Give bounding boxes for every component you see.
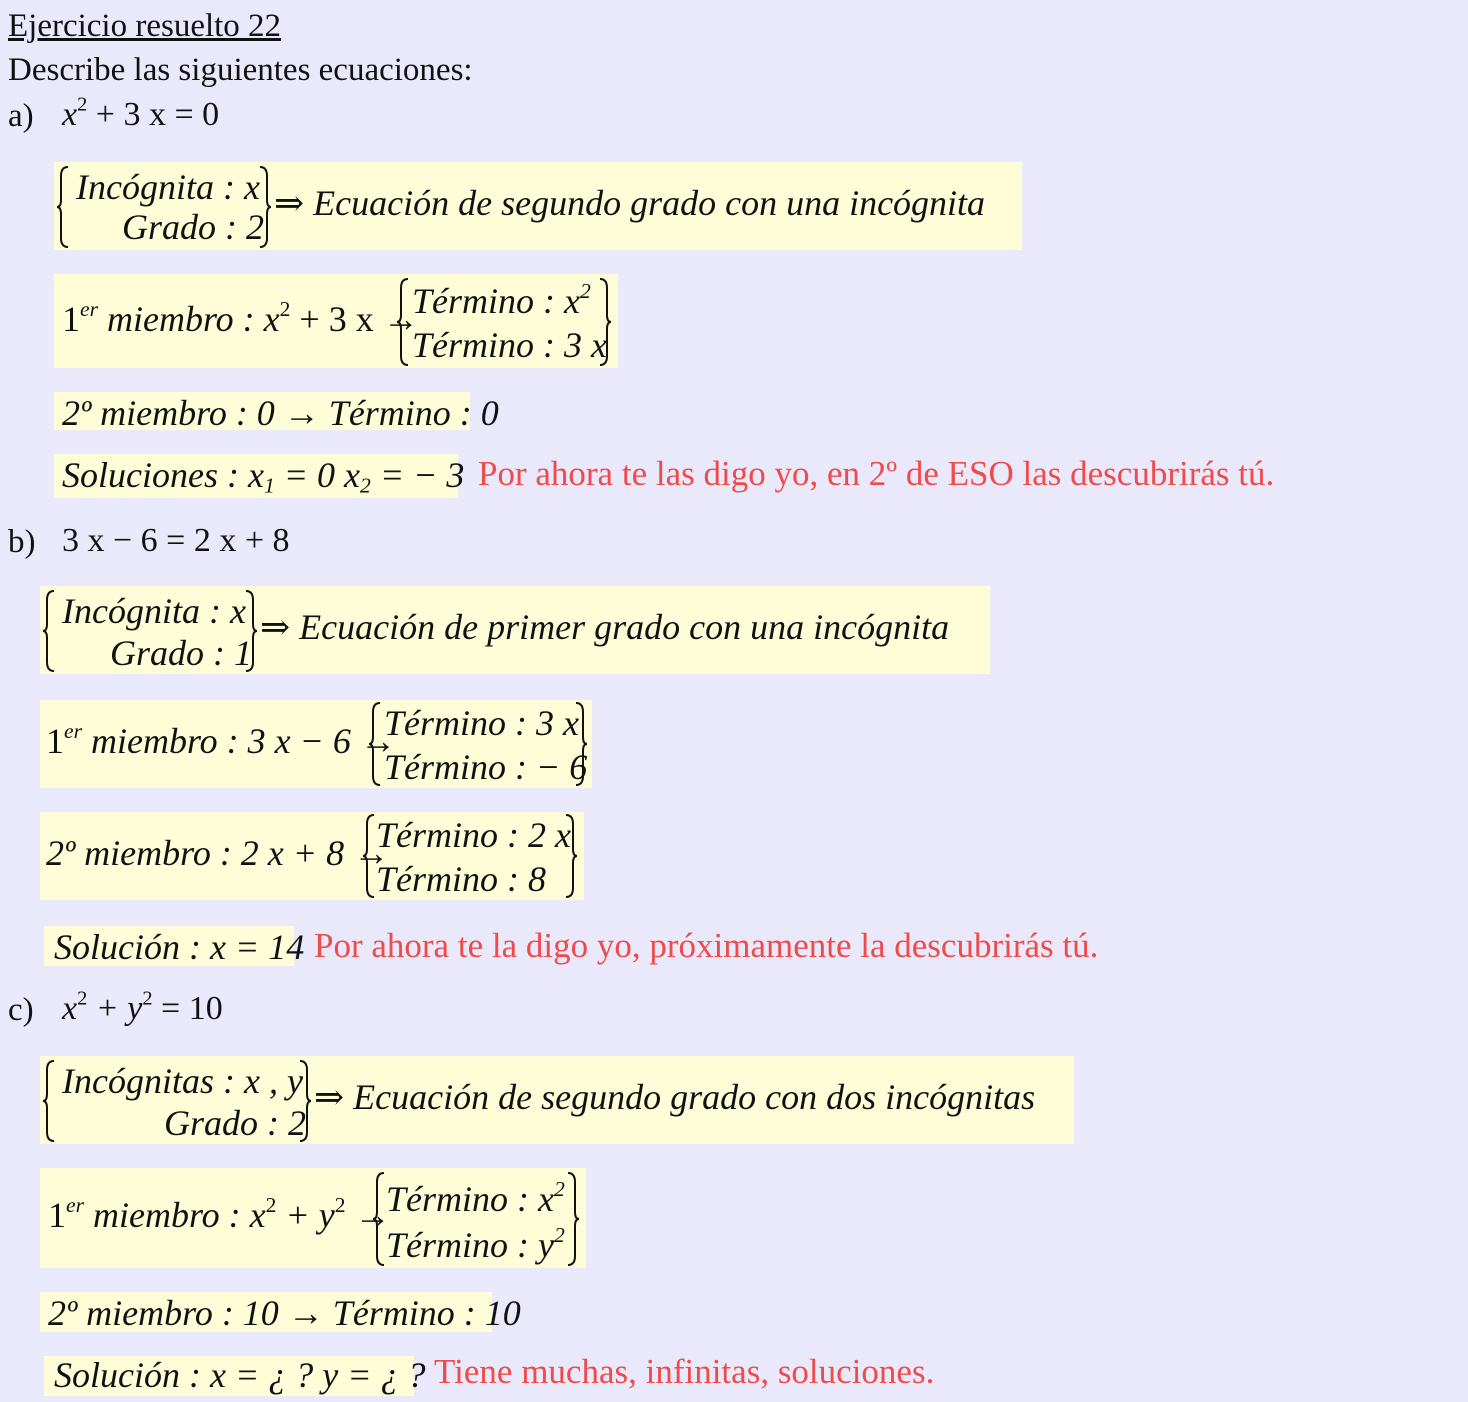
term-1: Término : $x^2$ [412, 278, 591, 321]
grado-line: Grado : 2 [164, 1103, 306, 1143]
part-c-classification-box [40, 1056, 1074, 1144]
instruction-text: Describe las siguientes ecuaciones: [8, 52, 473, 88]
classification-text: Ecuación de segundo grado con una incógnita [313, 183, 986, 223]
arrow-icon: → [382, 299, 419, 339]
exercise-title: Ejercicio resuelto 22 [8, 8, 282, 44]
part-c-second-member-box [40, 1292, 521, 1333]
second-member-text: 2º miembro : 10 → Término : 10 [48, 1293, 521, 1333]
left-brace-icon [42, 1060, 56, 1142]
right-brace-icon [258, 166, 272, 248]
term-1: Término : 3 x [384, 703, 579, 743]
part-a-first-member-box [54, 274, 618, 368]
part-a-solutions-box [54, 454, 465, 498]
part-b-note: Por ahora te la digo yo, próximamente la descubrirás tú. [314, 926, 1099, 965]
term-2: Término : 3 x [412, 325, 607, 365]
part-c-solution-box [44, 1355, 426, 1396]
classification-text: Ecuación de primer grado con una incógnita [299, 607, 950, 647]
part-c-equation: $x^2 + y^2 = 10$ [62, 987, 223, 1027]
part-b-second-member-box [40, 812, 584, 900]
part-b-solution-box [44, 926, 305, 967]
part-c-label: c) [8, 992, 34, 1028]
first-member-expression: 1er miembro : 3 x − 6 → [46, 718, 396, 761]
right-brace-icon [574, 702, 588, 786]
solution-text: Solución : x = ¿ ? y = ¿ ? [54, 1355, 426, 1395]
implies-icon: ⇒ [260, 607, 291, 647]
incognita-line: Incógnita : x [62, 591, 246, 631]
left-brace-icon [368, 702, 382, 786]
left-brace-icon [42, 590, 56, 672]
part-b-first-member-box [40, 700, 592, 788]
part-c-first-member-box [40, 1168, 586, 1268]
part-a-equation: $x^2 + 3$ x = 0 [62, 93, 220, 133]
part-a-second-member-box [54, 392, 499, 433]
part-b-label: b) [8, 524, 36, 560]
grado-line: Grado : 1 [110, 633, 252, 673]
term-2: Término : $y^2$ [386, 1222, 565, 1265]
term-2: Término : 8 [376, 859, 546, 899]
left-brace-icon [372, 1172, 386, 1266]
part-b-classification-box [40, 586, 990, 674]
implies-icon: ⇒ [314, 1077, 345, 1117]
term-1: Término : 2 x [376, 815, 571, 855]
second-member-expression: 2º miembro : 2 x + 8 → [46, 833, 390, 873]
left-brace-icon [396, 278, 410, 366]
first-member-expression: 1er miembro : $x^2 + y^2$ → [48, 1192, 391, 1235]
incognita-line: Incógnita : x [76, 167, 260, 207]
right-brace-icon [564, 814, 578, 898]
part-c-note: Tiene muchas, infinitas, soluciones. [434, 1352, 935, 1391]
solution-text: Solución : x = 14 [54, 927, 305, 967]
classification-text: Ecuación de segundo grado con dos incógnitas [353, 1077, 1036, 1117]
term-1: Término : $x^2$ [386, 1176, 565, 1219]
incognitas-line: Incógnitas : x , y [62, 1061, 303, 1101]
term-2: Término : − 6 [384, 747, 588, 787]
left-brace-icon [56, 166, 70, 248]
left-brace-icon [362, 814, 376, 898]
grado-line: Grado : 2 [122, 207, 264, 247]
second-member-text: 2º miembro : 0 → Término : 0 [62, 393, 499, 433]
implies-icon: ⇒ [274, 183, 305, 223]
part-a-classification-box [54, 162, 1022, 250]
solutions-text: Soluciones : $x_1 = 0$ $x_2$ = − 3 [62, 455, 465, 498]
first-member-expression: 1er miembro : $x^2 + 3$ x → [62, 296, 419, 339]
right-brace-icon [566, 1172, 580, 1266]
right-brace-icon [244, 590, 258, 672]
right-brace-icon [598, 278, 612, 366]
right-brace-icon [298, 1060, 312, 1142]
part-b-equation: 3 x − 6 = 2 x + 8 [62, 522, 290, 559]
part-a-label: a) [8, 98, 34, 134]
part-a-note: Por ahora te las digo yo, en 2º de ESO las descubrirás tú. [478, 454, 1275, 493]
